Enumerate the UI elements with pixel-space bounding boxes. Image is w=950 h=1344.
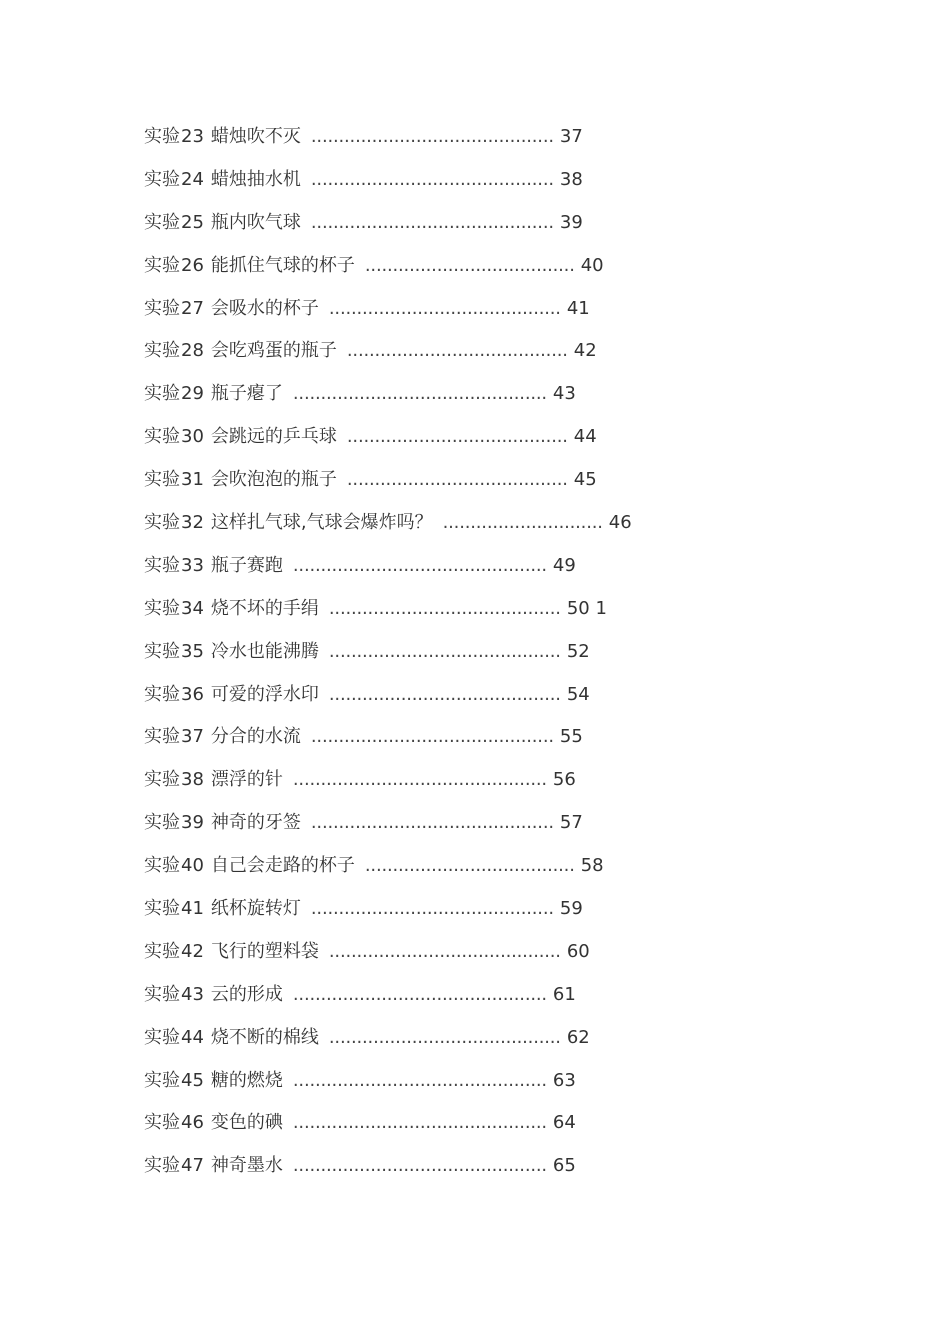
entry-title: 这样扎气球,气球会爆炸吗？	[210, 512, 433, 534]
dot-leader: ..............................................	[292, 983, 547, 1005]
entry-prefix: 实验	[144, 126, 180, 147]
entry-number: 26	[181, 254, 204, 276]
entry-title: 变色的碘	[210, 1112, 283, 1134]
dot-leader: ..............................................	[292, 383, 547, 405]
entry-prefix: 实验	[144, 254, 180, 276]
entry-prefix: 实验	[144, 1155, 180, 1177]
entry-title: 漂浮的针	[210, 769, 283, 791]
entry-page: 58	[580, 855, 604, 877]
entry-page: 62	[566, 1026, 590, 1048]
entry-number: 37	[181, 726, 204, 748]
entry-number: 36	[181, 683, 204, 705]
entry-number: 43	[181, 983, 204, 1005]
toc-entry[interactable]	[144, 336, 864, 379]
toc-entry[interactable]	[144, 637, 864, 680]
entry-prefix: 实验	[144, 726, 180, 748]
dot-leader: ......................................	[364, 254, 575, 276]
entry-page: 43	[552, 383, 576, 405]
entry-prefix: 实验	[144, 426, 180, 448]
entry-prefix: 实验	[144, 1112, 180, 1134]
dot-leader: ........................................	[346, 426, 568, 448]
entry-page: 57	[559, 812, 583, 834]
dot-leader: ..............................................	[292, 1112, 547, 1134]
entry-prefix: 实验	[144, 211, 180, 233]
entry-number: 30	[181, 426, 204, 448]
entry-prefix: 实验	[144, 940, 180, 962]
entry-title: 瓶内吹气球	[210, 211, 301, 233]
entry-page: 41	[566, 297, 590, 319]
entry-title: 烧不断的棉线	[210, 1026, 319, 1048]
entry-number: 32	[181, 512, 204, 534]
toc-entry[interactable]	[144, 251, 864, 294]
toc-entry[interactable]	[144, 551, 864, 594]
entry-prefix: 实验	[144, 554, 180, 576]
entry-prefix: 实验	[144, 769, 180, 791]
toc-entry[interactable]	[144, 722, 864, 765]
entry-prefix: 实验	[144, 512, 180, 534]
entry-title: 冷水也能沸腾	[210, 640, 319, 662]
entry-page: 56	[552, 769, 576, 791]
toc-entry[interactable]	[144, 1066, 864, 1109]
entry-number: 33	[181, 554, 204, 576]
entry-title: 纸杯旋转灯	[210, 898, 301, 920]
entry-prefix: 实验	[144, 640, 180, 662]
dot-leader: ........................................	[346, 340, 568, 362]
toc-entry[interactable]	[144, 594, 864, 637]
entry-number: 31	[181, 469, 204, 491]
entry-page: 44	[573, 426, 597, 448]
dot-leader: ............................................	[310, 126, 554, 147]
dot-leader: ............................................	[310, 211, 554, 233]
entry-number: 40	[181, 855, 204, 877]
entry-title: 蜡烛吹不灭	[210, 126, 301, 147]
entry-prefix: 实验	[144, 168, 180, 190]
entry-prefix: 实验	[144, 898, 180, 920]
dot-leader: ..............................................	[292, 1069, 547, 1091]
dot-leader: ..............................................	[292, 1155, 547, 1177]
toc-entry[interactable]	[144, 465, 864, 508]
entry-page: 38	[559, 168, 583, 190]
entry-title: 瓶子瘪了	[210, 383, 283, 405]
entry-prefix: 实验	[144, 297, 180, 319]
entry-prefix: 实验	[144, 1069, 180, 1091]
table-of-contents	[144, 122, 864, 1194]
toc-entry[interactable]	[144, 894, 864, 937]
entry-prefix: 实验	[144, 340, 180, 362]
entry-prefix: 实验	[144, 383, 180, 405]
entry-prefix: 实验	[144, 855, 180, 877]
dot-leader: ..............................................	[292, 769, 547, 791]
entry-title: 神奇的牙签	[210, 812, 301, 834]
entry-number: 46	[181, 1112, 204, 1134]
entry-page: 54	[566, 683, 590, 705]
entry-title: 可爱的浮水印	[210, 683, 319, 705]
entry-title: 能抓住气球的杯子	[210, 254, 355, 276]
dot-leader: ..........................................	[328, 297, 561, 319]
entry-number: 34	[181, 597, 204, 619]
entry-page: 64	[552, 1112, 576, 1134]
entry-title: 会吹泡泡的瓶子	[210, 469, 337, 491]
entry-page: 37	[559, 126, 583, 147]
dot-leader: .............................	[442, 512, 603, 534]
entry-page: 55	[559, 726, 583, 748]
entry-prefix: 实验	[144, 983, 180, 1005]
toc-entry[interactable]	[144, 294, 864, 337]
entry-number: 25	[181, 211, 204, 233]
toc-entry[interactable]	[144, 508, 864, 551]
dot-leader: ..........................................	[328, 640, 561, 662]
entry-number: 28	[181, 340, 204, 362]
dot-leader: ............................................	[310, 812, 554, 834]
entry-number: 41	[181, 898, 204, 920]
entry-number: 39	[181, 812, 204, 834]
entry-title: 自己会走路的杯子	[210, 855, 355, 877]
entry-title: 飞行的塑料袋	[210, 940, 319, 962]
toc-entry[interactable]	[144, 379, 864, 422]
dot-leader: ..........................................	[328, 1026, 561, 1048]
toc-entry[interactable]	[144, 1151, 864, 1194]
entry-page: 49	[552, 554, 576, 576]
entry-page: 45	[573, 469, 597, 491]
entry-number: 24	[181, 168, 204, 190]
entry-prefix: 实验	[144, 597, 180, 619]
entry-prefix: 实验	[144, 683, 180, 705]
entry-title: 会跳远的乒乓球	[210, 426, 337, 448]
toc-entry[interactable]	[144, 851, 864, 894]
entry-number: 44	[181, 1026, 204, 1048]
dot-leader: ............................................	[310, 898, 554, 920]
entry-page: 50 1	[566, 597, 607, 619]
toc-entry[interactable]	[144, 122, 864, 165]
toc-entry[interactable]	[144, 422, 864, 465]
entry-prefix: 实验	[144, 812, 180, 834]
dot-leader: ............................................	[310, 168, 554, 190]
dot-leader: ..........................................	[328, 597, 561, 619]
entry-page: 52	[566, 640, 590, 662]
entry-page: 46	[608, 512, 632, 534]
entry-title: 云的形成	[210, 983, 283, 1005]
entry-prefix: 实验	[144, 1026, 180, 1048]
entry-number: 47	[181, 1155, 204, 1177]
entry-title: 烧不坏的手绢	[210, 597, 319, 619]
dot-leader: ..........................................	[328, 940, 561, 962]
entry-page: 60	[566, 940, 590, 962]
dot-leader: ..............................................	[292, 554, 547, 576]
toc-entry[interactable]	[144, 208, 864, 251]
dot-leader: ........................................	[346, 469, 568, 491]
entry-page: 59	[559, 898, 583, 920]
entry-page: 39	[559, 211, 583, 233]
dot-leader: ..........................................	[328, 683, 561, 705]
entry-page: 42	[573, 340, 597, 362]
entry-title: 会吃鸡蛋的瓶子	[210, 340, 337, 362]
entry-page: 65	[552, 1155, 576, 1177]
entry-number: 23	[181, 126, 204, 147]
entry-page: 40	[580, 254, 604, 276]
entry-number: 27	[181, 297, 204, 319]
entry-title: 神奇墨水	[210, 1155, 283, 1177]
entry-number: 45	[181, 1069, 204, 1091]
entry-number: 29	[181, 383, 204, 405]
toc-entry[interactable]	[144, 765, 864, 808]
entry-title: 分合的水流	[210, 726, 301, 748]
entry-title: 会吸水的杯子	[210, 297, 319, 319]
entry-title: 糖的燃烧	[210, 1069, 283, 1091]
entry-number: 38	[181, 769, 204, 791]
toc-entry[interactable]	[144, 980, 864, 1023]
entry-title: 瓶子赛跑	[210, 554, 283, 576]
toc-entry[interactable]	[144, 1108, 864, 1151]
entry-number: 42	[181, 940, 204, 962]
toc-entry[interactable]	[144, 808, 864, 851]
toc-entry[interactable]	[144, 1023, 864, 1066]
entry-page: 61	[552, 983, 576, 1005]
dot-leader: ......................................	[364, 855, 575, 877]
dot-leader: ............................................	[310, 726, 554, 748]
entry-page: 63	[552, 1069, 576, 1091]
entry-title: 蜡烛抽水机	[210, 168, 301, 190]
toc-entry[interactable]	[144, 680, 864, 723]
toc-entry[interactable]	[144, 165, 864, 208]
toc-entry[interactable]	[144, 937, 864, 980]
entry-number: 35	[181, 640, 204, 662]
entry-prefix: 实验	[144, 469, 180, 491]
